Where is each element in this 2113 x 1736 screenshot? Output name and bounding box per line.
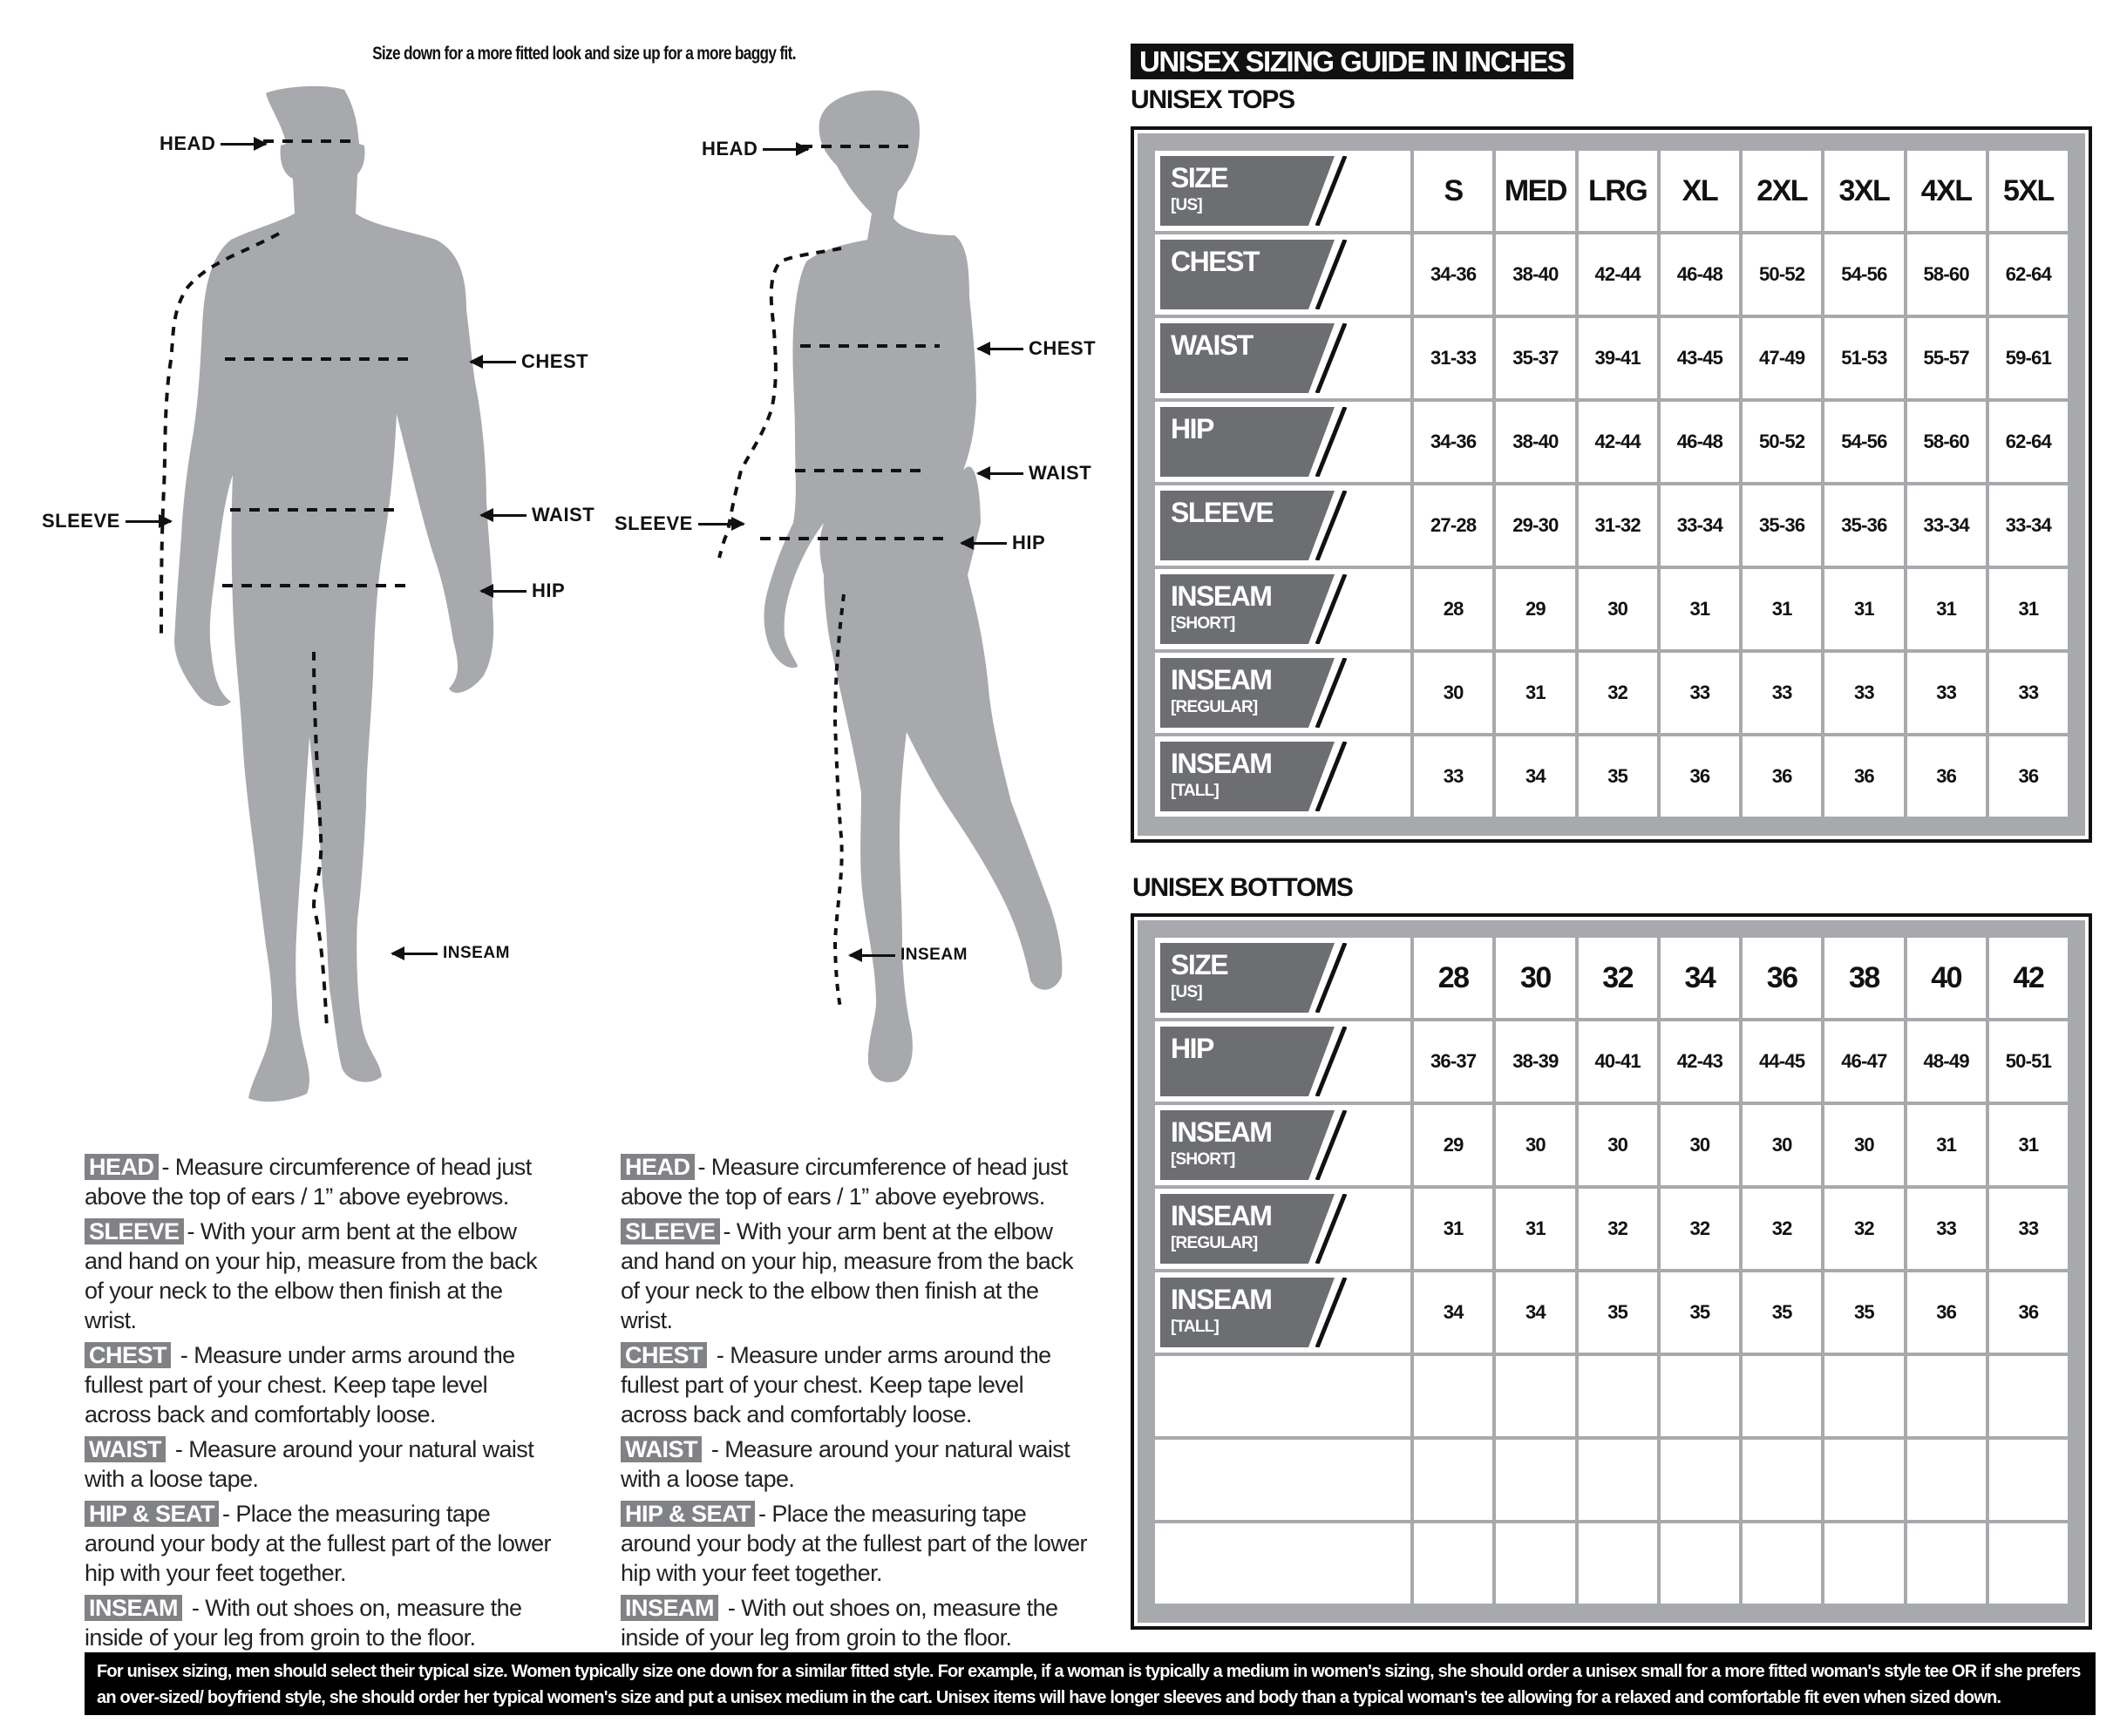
desc-tag: WAIST bbox=[621, 1436, 702, 1462]
size-cell bbox=[1155, 1523, 1410, 1604]
male-hip-text: HIP bbox=[532, 580, 566, 601]
size-cell: 33 bbox=[1989, 653, 2068, 733]
row-label-text: HIP bbox=[1171, 1033, 1213, 1064]
desc-hip-seat bbox=[621, 1499, 1091, 1588]
desc-text: - Measure circumference of head just above the top of ears / 1” above eyebrows. bbox=[621, 1154, 1068, 1210]
size-cell: 59-61 bbox=[1989, 318, 2068, 398]
size-cell bbox=[1496, 1523, 1574, 1604]
desc-tag: CHEST bbox=[621, 1342, 707, 1368]
size-cell bbox=[1824, 1356, 1903, 1436]
size-cell: 54-56 bbox=[1824, 402, 1903, 482]
desc-tag: SLEEVE bbox=[621, 1218, 720, 1244]
row-label bbox=[1155, 1272, 1410, 1353]
size-cell: 62-64 bbox=[1989, 234, 2068, 315]
size-cell: 31-33 bbox=[1414, 318, 1492, 398]
size-cell bbox=[1155, 1356, 1410, 1436]
size-cell: 46-48 bbox=[1661, 402, 1739, 482]
size-cell: 33 bbox=[1661, 653, 1739, 733]
size-cell: 32 bbox=[1579, 1189, 1657, 1269]
size-cell: 33 bbox=[1743, 653, 1821, 733]
size-cell bbox=[1743, 1440, 1821, 1520]
row-label bbox=[1155, 1105, 1410, 1185]
arrow-right-icon bbox=[698, 523, 744, 526]
measure-descriptions-right bbox=[621, 1152, 1091, 1658]
size-cell: 34-36 bbox=[1414, 234, 1492, 315]
row-label bbox=[1155, 653, 1410, 733]
size-cell bbox=[1989, 1440, 2068, 1520]
size-cell: 35-36 bbox=[1824, 485, 1903, 566]
female-inseam-text: INSEAM bbox=[900, 946, 968, 964]
arrow-right-icon bbox=[763, 148, 808, 151]
desc-hip-seat bbox=[85, 1499, 555, 1588]
size-cell: 38 bbox=[1824, 938, 1903, 1018]
size-cell: 36 bbox=[1989, 736, 2068, 817]
row-label bbox=[1155, 736, 1410, 817]
size-cell: 36-37 bbox=[1414, 1021, 1492, 1102]
desc-tag: HIP & SEAT bbox=[621, 1501, 755, 1527]
size-cell: 30 bbox=[1496, 938, 1574, 1018]
size-cell: 31 bbox=[1496, 653, 1574, 733]
arrow-left-icon bbox=[978, 472, 1023, 475]
female-waist-text: WAIST bbox=[1029, 462, 1092, 484]
desc-tag: HIP & SEAT bbox=[85, 1501, 219, 1527]
size-cell: 30 bbox=[1743, 1105, 1821, 1185]
label-tab bbox=[1160, 574, 1410, 644]
size-cell: 31-32 bbox=[1579, 485, 1657, 566]
desc-text: - Measure around your natural waist with a loose tape. bbox=[85, 1436, 534, 1492]
size-cell: 50-52 bbox=[1743, 234, 1821, 315]
size-cell: 35-36 bbox=[1743, 485, 1821, 566]
size-cell: 47-49 bbox=[1743, 318, 1821, 398]
size-cell: 34 bbox=[1496, 1272, 1574, 1353]
female-head-text: HEAD bbox=[702, 138, 758, 159]
desc-text: - Measure under arms around the fullest part of your chest. Keep tape level across back and comfortably loose. bbox=[621, 1342, 1051, 1427]
size-cell: 36 bbox=[1907, 736, 1986, 817]
size-cell: 42 bbox=[1989, 938, 2068, 1018]
size-cell: 30 bbox=[1496, 1105, 1574, 1185]
size-cell: 58-60 bbox=[1907, 402, 1986, 482]
size-cell: 32 bbox=[1579, 653, 1657, 733]
desc-tag: INSEAM bbox=[621, 1595, 718, 1621]
size-cell bbox=[1824, 1440, 1903, 1520]
bottoms-size-table bbox=[1131, 913, 2092, 1630]
size-cell: 2XL bbox=[1743, 151, 1821, 231]
row-label bbox=[1155, 485, 1410, 566]
row-label bbox=[1155, 402, 1410, 482]
row-label bbox=[1155, 151, 1410, 231]
size-cell: 36 bbox=[1743, 938, 1821, 1018]
size-cell: S bbox=[1414, 151, 1492, 231]
arrow-left-icon bbox=[978, 348, 1023, 350]
bottoms-section-title: UNISEX BOTTOMS bbox=[1132, 873, 1353, 902]
size-cell bbox=[1579, 1523, 1657, 1604]
size-cell: 43-45 bbox=[1661, 318, 1739, 398]
size-cell: 31 bbox=[1743, 569, 1821, 649]
male-head-text: HEAD bbox=[160, 132, 216, 154]
female-chest-label bbox=[978, 337, 1096, 360]
size-cell: 36 bbox=[1661, 736, 1739, 817]
size-cell: 3XL bbox=[1824, 151, 1903, 231]
label-tab bbox=[1160, 1278, 1410, 1347]
label-tab bbox=[1160, 943, 1410, 1013]
size-cell: 38-39 bbox=[1496, 1021, 1574, 1102]
size-cell: 36 bbox=[1824, 736, 1903, 817]
size-cell: 33 bbox=[1414, 736, 1492, 817]
row-label-sub: [SHORT] bbox=[1171, 614, 1235, 633]
row-label bbox=[1155, 318, 1410, 398]
desc-waist bbox=[621, 1434, 1091, 1494]
row-label-text: CHEST bbox=[1171, 246, 1259, 277]
size-cell: 58-60 bbox=[1907, 234, 1986, 315]
size-cell: 32 bbox=[1661, 1189, 1739, 1269]
label-tab bbox=[1160, 323, 1410, 393]
size-cell bbox=[1155, 1440, 1410, 1520]
size-cell: 30 bbox=[1824, 1105, 1903, 1185]
size-cell: 54-56 bbox=[1824, 234, 1903, 315]
desc-inseam bbox=[621, 1593, 1091, 1652]
size-cell bbox=[1743, 1356, 1821, 1436]
tops-size-table bbox=[1131, 126, 2092, 843]
size-cell: 46-47 bbox=[1824, 1021, 1903, 1102]
row-label bbox=[1155, 234, 1410, 315]
desc-chest bbox=[85, 1340, 555, 1429]
size-cell bbox=[1414, 1523, 1492, 1604]
size-cell bbox=[1414, 1356, 1492, 1436]
row-label-sub: [TALL] bbox=[1171, 782, 1219, 800]
row-label-text: INSEAM bbox=[1171, 1200, 1272, 1231]
size-cell: 31 bbox=[1989, 569, 2068, 649]
row-label-sub: [SHORT] bbox=[1171, 1150, 1235, 1169]
desc-text: - Place the measuring tape around your body at the fullest part of the lower hip with your feet together. bbox=[85, 1501, 551, 1586]
label-tab bbox=[1160, 156, 1410, 226]
size-cell: 27-28 bbox=[1414, 485, 1492, 566]
row-label bbox=[1155, 569, 1410, 649]
size-cell bbox=[1907, 1523, 1986, 1604]
desc-tag: HEAD bbox=[621, 1154, 695, 1180]
desc-waist bbox=[85, 1434, 555, 1494]
fit-caption: Size down for a more fitted look and size up for a more baggy fit. bbox=[372, 44, 796, 64]
row-label-text: WAIST bbox=[1171, 329, 1253, 361]
size-cell: 55-57 bbox=[1907, 318, 1986, 398]
size-cell: 38-40 bbox=[1496, 234, 1574, 315]
size-cell: 46-48 bbox=[1661, 234, 1739, 315]
desc-text: - Measure circumference of head just above the top of ears / 1” above eyebrows. bbox=[85, 1154, 532, 1210]
label-tab bbox=[1160, 742, 1410, 811]
row-label-text: INSEAM bbox=[1171, 748, 1272, 779]
size-cell: 48-49 bbox=[1907, 1021, 1986, 1102]
row-label bbox=[1155, 1021, 1410, 1102]
size-cell bbox=[1989, 1523, 2068, 1604]
size-cell: 36 bbox=[1907, 1272, 1986, 1353]
size-cell: 35 bbox=[1579, 1272, 1657, 1353]
size-cell: 30 bbox=[1579, 1105, 1657, 1185]
size-cell bbox=[1579, 1440, 1657, 1520]
size-cell bbox=[1989, 1356, 2068, 1436]
size-cell: 31 bbox=[1907, 569, 1986, 649]
size-cell: 35 bbox=[1824, 1272, 1903, 1353]
size-cell: 32 bbox=[1579, 938, 1657, 1018]
size-cell: 39-41 bbox=[1579, 318, 1657, 398]
size-cell: 33-34 bbox=[1907, 485, 1986, 566]
row-label-text: INSEAM bbox=[1171, 664, 1272, 695]
size-cell: 62-64 bbox=[1989, 402, 2068, 482]
size-cell: 28 bbox=[1414, 569, 1492, 649]
desc-text: - With your arm bent at the elbow and hand on your hip, measure from the back of your neck to the elbow then finish at the wrist. bbox=[85, 1218, 538, 1333]
size-cell bbox=[1661, 1440, 1739, 1520]
row-label-text: HIP bbox=[1171, 413, 1213, 444]
row-label-text: SLEEVE bbox=[1171, 497, 1274, 528]
size-cell: 31 bbox=[1907, 1105, 1986, 1185]
footer-line-1: For unisex sizing, men should select their typical size. Women typically size one down for a similar fitted style. For example, if a woman is typically a medium in women's sizing, she should order a unisex small for a more fitted woman's style tee OR if she prefers bbox=[97, 1662, 2081, 1681]
female-hip-label bbox=[961, 532, 1045, 554]
size-cell: 36 bbox=[1989, 1272, 2068, 1353]
desc-sleeve bbox=[621, 1217, 1091, 1335]
row-label-sub: [REGULAR] bbox=[1171, 698, 1258, 716]
row-label bbox=[1155, 938, 1410, 1018]
desc-head bbox=[621, 1152, 1091, 1211]
size-cell: 31 bbox=[1989, 1105, 2068, 1185]
size-cell: XL bbox=[1661, 151, 1739, 231]
size-cell: MED bbox=[1496, 151, 1574, 231]
desc-chest bbox=[621, 1340, 1091, 1429]
size-cell: 33 bbox=[1989, 1189, 2068, 1269]
size-cell bbox=[1661, 1523, 1739, 1604]
female-sleeve-label bbox=[615, 512, 744, 535]
size-cell: 31 bbox=[1661, 569, 1739, 649]
label-tab bbox=[1160, 491, 1410, 560]
male-sleeve-text: SLEEVE bbox=[42, 510, 120, 532]
row-label-sub: [US] bbox=[1171, 983, 1202, 1001]
size-cell: 35 bbox=[1661, 1272, 1739, 1353]
size-cell: 34 bbox=[1496, 736, 1574, 817]
male-waist-text: WAIST bbox=[532, 504, 595, 526]
label-tab bbox=[1160, 1110, 1410, 1180]
size-cell: 29 bbox=[1496, 569, 1574, 649]
size-cell: 31 bbox=[1496, 1189, 1574, 1269]
desc-text: - Measure around your natural waist with a loose tape. bbox=[621, 1436, 1070, 1492]
desc-tag: CHEST bbox=[85, 1342, 171, 1368]
size-cell: 34-36 bbox=[1414, 402, 1492, 482]
row-label bbox=[1155, 1189, 1410, 1269]
unisex-sizing-note bbox=[85, 1652, 2096, 1715]
size-cell bbox=[1496, 1440, 1574, 1520]
row-label-text: INSEAM bbox=[1171, 580, 1272, 612]
size-cell: 50-52 bbox=[1743, 402, 1821, 482]
label-tab bbox=[1160, 658, 1410, 728]
desc-tag: WAIST bbox=[85, 1436, 166, 1462]
size-cell: 42-44 bbox=[1579, 234, 1657, 315]
size-cell: 38-40 bbox=[1496, 402, 1574, 482]
size-cell: 4XL bbox=[1907, 151, 1986, 231]
female-hip-text: HIP bbox=[1012, 532, 1046, 553]
desc-head bbox=[85, 1152, 555, 1211]
size-cell: 29 bbox=[1414, 1105, 1492, 1185]
size-cell bbox=[1661, 1356, 1739, 1436]
size-cell: 35 bbox=[1579, 736, 1657, 817]
label-tab bbox=[1160, 1194, 1410, 1264]
desc-inseam bbox=[85, 1593, 555, 1652]
size-cell: 32 bbox=[1743, 1189, 1821, 1269]
label-tab bbox=[1160, 240, 1410, 309]
size-cell: 42-44 bbox=[1579, 402, 1657, 482]
footer-line-2: an over-sized/ boyfriend style, she should order her typical women's size and put a unisex medium in the cart. Unisex items will have longer sleeves and body than a typical woman's tee allowing for a relaxed and comfortable fit even when sized down. bbox=[97, 1688, 2001, 1707]
size-cell: 36 bbox=[1743, 736, 1821, 817]
desc-text: - With out shoes on, measure the inside of your leg from groin to the floor. bbox=[621, 1595, 1058, 1651]
size-cell: 28 bbox=[1414, 938, 1492, 1018]
female-sleeve-text: SLEEVE bbox=[615, 512, 693, 534]
label-tab bbox=[1160, 1027, 1410, 1096]
desc-text: - Measure under arms around the fullest part of your chest. Keep tape level across back and comfortably loose. bbox=[85, 1342, 515, 1427]
female-head-label bbox=[702, 138, 808, 160]
size-cell: 31 bbox=[1824, 569, 1903, 649]
size-cell: 29-30 bbox=[1496, 485, 1574, 566]
tops-section-title: UNISEX TOPS bbox=[1131, 85, 1294, 114]
size-cell bbox=[1907, 1440, 1986, 1520]
row-label-text: INSEAM bbox=[1171, 1116, 1272, 1148]
size-cell: 40-41 bbox=[1579, 1021, 1657, 1102]
bottoms-grid bbox=[1155, 938, 2068, 1604]
size-cell bbox=[1743, 1523, 1821, 1604]
size-cell bbox=[1907, 1356, 1986, 1436]
row-label-sub: [TALL] bbox=[1171, 1318, 1219, 1336]
row-label-text: SIZE bbox=[1171, 162, 1228, 193]
size-cell: 32 bbox=[1824, 1189, 1903, 1269]
male-chest-text: CHEST bbox=[521, 350, 589, 372]
desc-tag: INSEAM bbox=[85, 1595, 182, 1621]
desc-sleeve bbox=[85, 1217, 555, 1335]
male-inseam-text: INSEAM bbox=[443, 944, 510, 962]
size-cell: 40 bbox=[1907, 938, 1986, 1018]
size-cell: 33-34 bbox=[1989, 485, 2068, 566]
row-label-sub: [REGULAR] bbox=[1171, 1234, 1258, 1252]
desc-text: - With out shoes on, measure the inside of your leg from groin to the floor. bbox=[85, 1595, 522, 1651]
sizing-guide-title: UNISEX SIZING GUIDE IN INCHES bbox=[1131, 44, 1573, 79]
label-tab bbox=[1160, 407, 1410, 477]
size-cell: 5XL bbox=[1989, 151, 2068, 231]
size-cell: 50-51 bbox=[1989, 1021, 2068, 1102]
female-chest-text: CHEST bbox=[1029, 337, 1097, 359]
size-cell: 44-45 bbox=[1743, 1021, 1821, 1102]
size-cell bbox=[1496, 1356, 1574, 1436]
size-cell bbox=[1824, 1523, 1903, 1604]
size-cell: 51-53 bbox=[1824, 318, 1903, 398]
size-cell: 30 bbox=[1579, 569, 1657, 649]
size-cell bbox=[1414, 1440, 1492, 1520]
size-cell: LRG bbox=[1579, 151, 1657, 231]
size-cell: 30 bbox=[1661, 1105, 1739, 1185]
size-cell: 42-43 bbox=[1661, 1021, 1739, 1102]
size-cell: 33 bbox=[1907, 1189, 1986, 1269]
size-cell: 33 bbox=[1824, 653, 1903, 733]
arrow-left-icon bbox=[850, 954, 895, 957]
size-cell: 30 bbox=[1414, 653, 1492, 733]
row-label-text: INSEAM bbox=[1171, 1284, 1272, 1315]
female-waist-label bbox=[978, 462, 1091, 485]
desc-text: - Place the measuring tape around your body at the fullest part of the lower hip with your feet together. bbox=[621, 1501, 1087, 1586]
size-cell: 35-37 bbox=[1496, 318, 1574, 398]
measure-descriptions-left bbox=[85, 1152, 555, 1658]
arrow-left-icon bbox=[961, 542, 1007, 545]
desc-tag: HEAD bbox=[85, 1154, 159, 1180]
size-cell: 35 bbox=[1743, 1272, 1821, 1353]
desc-text: - With your arm bent at the elbow and hand on your hip, measure from the back of your neck to the elbow then finish at the wrist. bbox=[621, 1218, 1074, 1333]
desc-tag: SLEEVE bbox=[85, 1218, 184, 1244]
row-label-sub: [US] bbox=[1171, 196, 1202, 214]
size-cell: 34 bbox=[1414, 1272, 1492, 1353]
row-label-text: SIZE bbox=[1171, 949, 1228, 980]
size-cell: 34 bbox=[1661, 938, 1739, 1018]
size-cell: 31 bbox=[1414, 1189, 1492, 1269]
female-inseam-label bbox=[850, 946, 968, 965]
size-cell: 33 bbox=[1907, 653, 1986, 733]
tops-grid bbox=[1155, 151, 2068, 817]
size-cell bbox=[1579, 1356, 1657, 1436]
size-cell: 33-34 bbox=[1661, 485, 1739, 566]
